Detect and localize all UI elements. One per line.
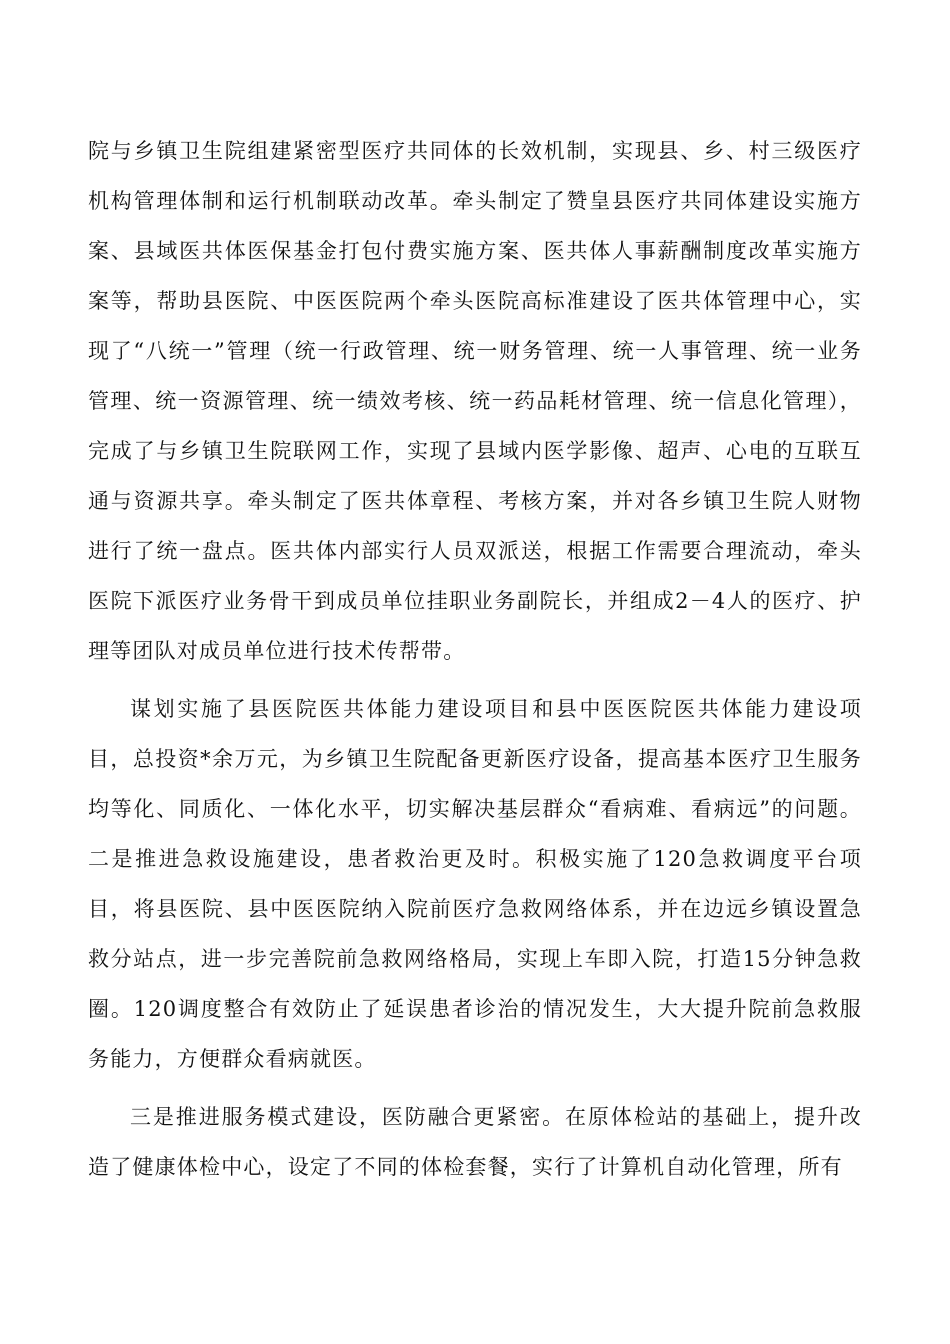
paragraph-1: 院与乡镇卫生院组建紧密型医疗共同体的长效机制，实现县、乡、村三级医疗机构管理体制和运行机制联动改革。牵头制定了赞皇县医疗共同体建设实施方案、县域医共体医保基金打包付费实施方案、医共体人事薪酬制度改革实施方案等，帮助县医院、中医医院两个牵头医院高标准建设了医共体管理中心，实现了“八统一”管理（统一行政管理、统一财务管理、统一人事管理、统一业务管理、统一资源管理、统一绩效考核、统一药品耗材管理、统一信息化管理），完成了与乡镇卫生院联网工作，实现了县域内医学影像、超声、心电的互联互通与资源共享。牵头制定了医共体章程、考核方案，并对各乡镇卫生院人财物进行了统一盘点。医共体内部实行人员双派送，根据工作需要合理流动，牵头医院下派医疗业务骨干到成员单位挂职业务副院长，并组成2－4人的医疗、护理等团队对成员单位进行技术传帮带。: [88, 139, 862, 663]
paragraph-2: 谋划实施了县医院医共体能力建设项目和县中医医院医共体能力建设项目，总投资*余万元，为乡镇卫生院配备更新医疗设备，提高基本医疗卫生服务均等化、同质化、一体化水平，切实解决基层群众“看病难、看病远”的问题。二是推进急救设施建设，患者救治更及时。积极实施了120急救调度平台项目，将县医院、县中医医院纳入院前医疗急救网络体系，并在边远乡镇设置急救分站点，进一步完善院前急救网络格局，实现上车即入院，打造15分钟急救圈。120调度整合有效防止了延误患者诊治的情况发生，大大提升院前急救服务能力，方便群众看病就医。: [88, 697, 862, 1071]
document-body: [88, 126, 862, 1192]
paragraph-3: 三是推进服务模式建设，医防融合更紧密。在原体检站的基础上，提升改造了健康体检中心，设定了不同的体检套餐，实行了计算机自动化管理，所有: [88, 1105, 862, 1179]
